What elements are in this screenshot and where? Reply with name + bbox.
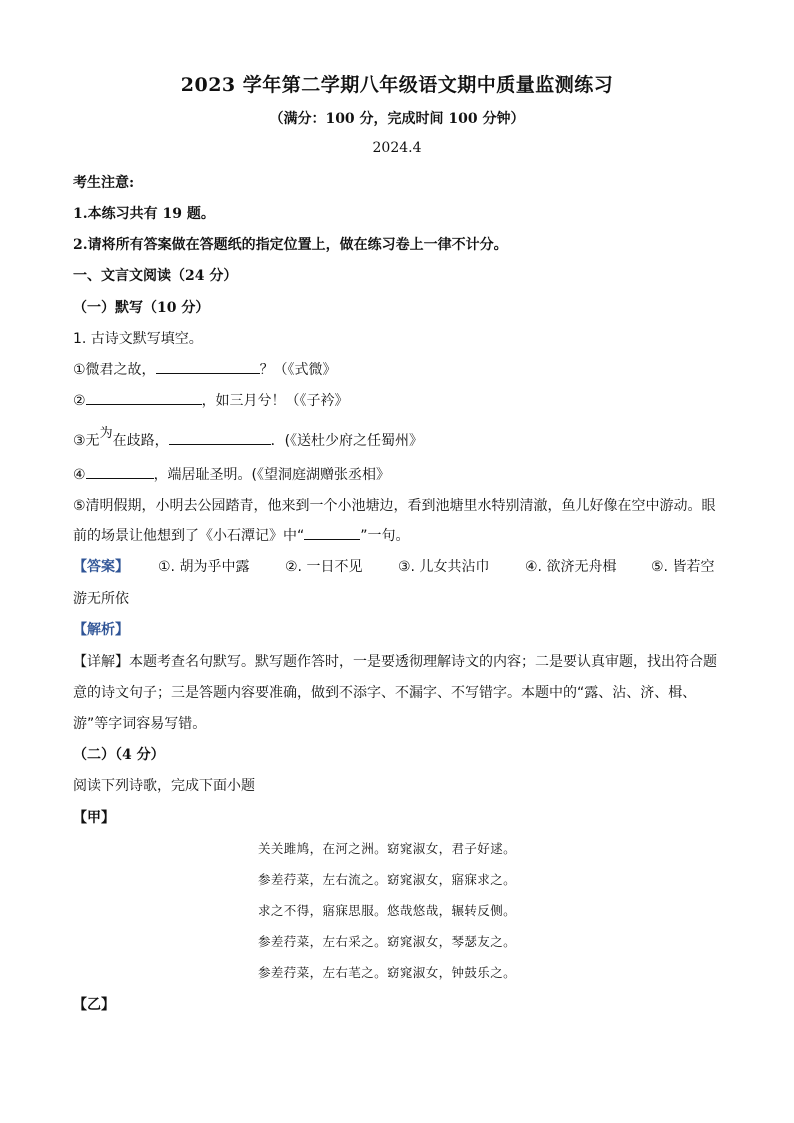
- question-1-item-a: [73, 359, 337, 379]
- exam-date: 2024.4: [372, 140, 422, 156]
- answer-blank-a: [156, 359, 260, 374]
- question-1-item-b: [73, 390, 349, 410]
- page-subtitle: （满分：100 分，完成时间 100 分钟）: [269, 111, 525, 127]
- question-1-item-e-line2: [73, 525, 410, 545]
- item-b-source: ，如三月兮！（《子衿》: [201, 393, 349, 409]
- answer-blank-d: [86, 464, 154, 479]
- notice-item-1: 1.本练习共有 19 题。: [73, 206, 215, 222]
- item-b-prefix: ②: [73, 393, 86, 409]
- question-1-item-c: [73, 426, 424, 450]
- poem-jia-label: 【甲】: [73, 810, 115, 826]
- item-c-source: ．(《送杜少府之任蜀州》: [270, 433, 424, 449]
- question-1-item-d: [73, 464, 390, 484]
- answer-item-2: ②. 一日不见: [285, 559, 363, 575]
- poem-line-5: 参差荇菜，左右芼之。窈窕淑女，钟鼓乐之。: [258, 965, 517, 980]
- poem-yi-label: 【乙】: [73, 997, 115, 1013]
- item-e-suffix: ”一句。: [360, 528, 410, 544]
- item-e-prefix: 前的场景让他想到了《小石潭记》中“: [73, 528, 305, 544]
- part1-heading: （一）默写（10 分）: [73, 300, 210, 316]
- question-1-stem: 1. 古诗文默写填空。: [73, 331, 203, 347]
- analysis-line-3: 游”等字词容易写错。: [73, 716, 207, 732]
- item-a-source: ？（《式微》: [259, 362, 337, 378]
- analysis-line-1: 【详解】本题考查名句默写。默写题作答时，一是要透彻理解诗文的内容；二是要认真审题，找出符合题: [73, 654, 717, 670]
- answer-item-5: ⑤. 皆若空: [651, 559, 715, 575]
- section-heading: 一、文言文阅读（24 分）: [73, 268, 238, 284]
- answer-blank-e: [304, 525, 360, 540]
- part2-heading: （二）（4 分）: [73, 747, 165, 763]
- answer-item-4: ④. 欲济无舟楫: [525, 559, 617, 575]
- answer-continuation: 游无所依: [73, 591, 129, 607]
- analysis-tag: 【解析】: [73, 622, 129, 638]
- item-c-prefix: ③无: [73, 433, 100, 449]
- page-title: 2023 学年第二学期八年级语文期中质量监测练习: [180, 74, 614, 96]
- item-a-prefix: ①微君之故，: [73, 362, 156, 378]
- poem-line-4: 参差荇菜，左右采之。窈窕淑女，琴瑟友之。: [258, 934, 517, 949]
- notice-heading: 考生注意:: [73, 175, 135, 191]
- notice-item-2: 2.请将所有答案做在答题纸的指定位置上，做在练习卷上一律不计分。: [73, 237, 508, 253]
- answer-blank-c: [169, 430, 271, 445]
- poem-line-1: 关关雎鸠，在河之洲。窈窕淑女，君子好逑。: [258, 841, 517, 856]
- question-1-item-e-line1: ⑤清明假期，小明去公园踏青，他来到一个小池塘边，看到池塘里水特别清澈，鱼儿好像在空中游动。眼: [73, 498, 716, 514]
- poem-line-2: 参差荇菜，左右流之。窈窕淑女，寤寐求之。: [258, 872, 517, 887]
- item-c-middle: 在歧路，: [112, 433, 169, 449]
- item-c-superscript: 为: [99, 426, 113, 441]
- answer-item-3: ③. 儿女共沾巾: [398, 559, 490, 575]
- answer-tag: 【答案】: [73, 559, 129, 575]
- item-d-source: ，端居耻圣明。(《望洞庭湖赠张丞相》: [153, 467, 391, 483]
- answer-item-1: ①. 胡为乎中露: [158, 559, 250, 575]
- poem-line-3: 求之不得，寤寐思服。悠哉悠哉，辗转反侧。: [258, 903, 517, 918]
- answer-blank-b: [86, 390, 202, 405]
- item-d-prefix: ④: [73, 467, 86, 483]
- part2-instruction: 阅读下列诗歌，完成下面小题: [73, 778, 255, 794]
- analysis-line-2: 意的诗文句子；三是答题内容要准确，做到不添字、不漏字、不写错字。本题中的“露、沾、济、楫、: [73, 685, 697, 701]
